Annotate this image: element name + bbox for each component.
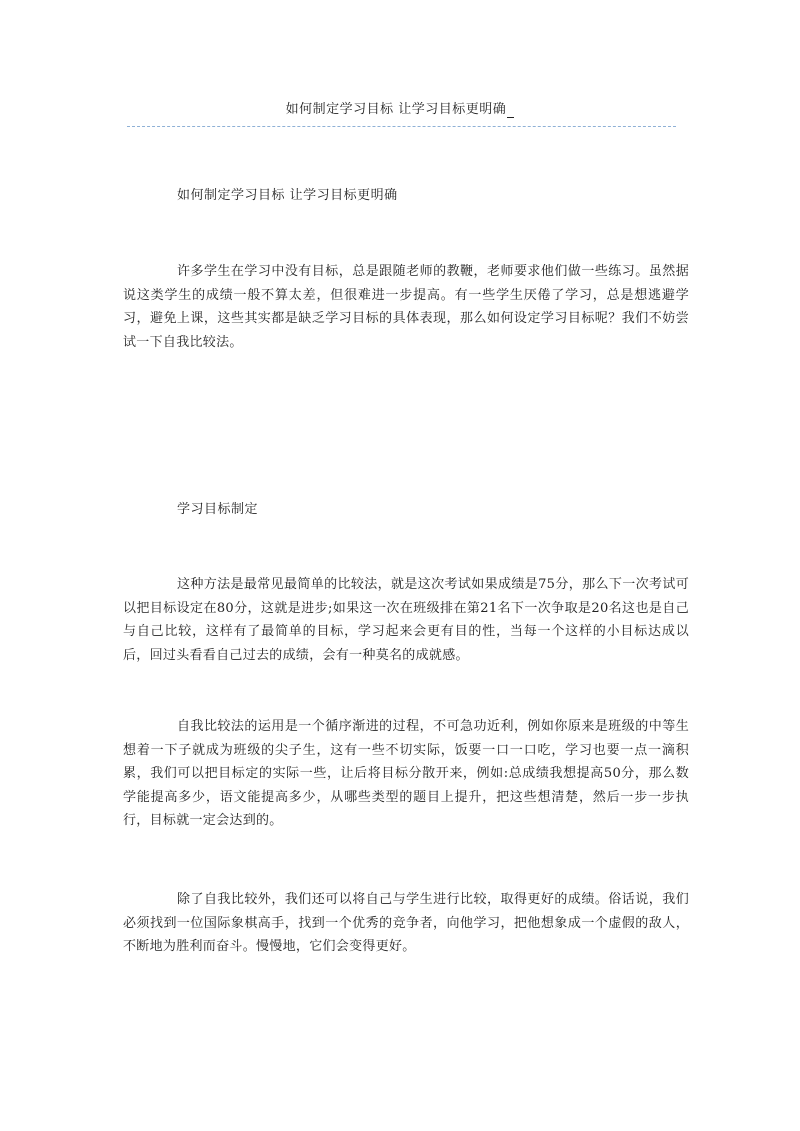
section-heading: 学习目标制定 — [177, 502, 259, 517]
intro-paragraph: 许多学生在学习中没有目标，总是跟随老师的教鞭，老师要求他们做一些练习。虽然据说这类学生的成绩一般不算太差，但很难进一步提高。有一些学生厌倦了学习，总是想逃避学习，避免上课，这些其实都是缺乏学习目标的具体表现，那么如何设定学习目标呢？我们不妨尝试一下自我比较法。 — [123, 264, 689, 350]
body-paragraph-3: 除了自我比较外，我们还可以将自己与学生进行比较，取得更好的成绩。俗话说，我们必须找到一位国际象棋高手，找到一个优秀的竞争者，向他学习，把他想象成一个虚假的敌人，不断地为胜利而奋斗。慢慢地，它们会变得更好。 — [123, 892, 689, 954]
body-paragraph-2: 自我比较法的运用是一个循序渐进的过程，不可急功近利，例如你原来是班级的中等生想着一下子就成为班级的尖子生，这有一些不切实际，饭要一口一口吃，学习也要一点一滴积累，我们可以把目标定的实际一些，让后将目标分散开来，例如:总成绩我想提高50分，那么数学能提高多少，语文能提高多少，从哪些类型的题目上提升，把这些想清楚，然后一步一步执行，目标就一定会达到的。 — [123, 719, 689, 828]
document-title: 如何制定学习目标 让学习目标更明确 — [177, 188, 398, 203]
header-title: 如何制定学习目标 让学习目标更明确 — [285, 102, 507, 117]
body-paragraph-1: 这种方法是最常见最简单的比较法，就是这次考试如果成绩是75分，那么下一次考试可以把目标设定在80分，这就是进步;如果这一次在班级排在第21名下一次争取是20名这也是自己与自己比较，这样有了最简单的目标，学习起来会更有目的性，当每一个这样的小目标达成以后，回过头看看自己过去的成绩，会有一种莫名的成就感。 — [123, 577, 689, 663]
header-cursor-mark — [507, 102, 514, 118]
page-header — [0, 98, 800, 118]
header-divider — [127, 126, 676, 127]
